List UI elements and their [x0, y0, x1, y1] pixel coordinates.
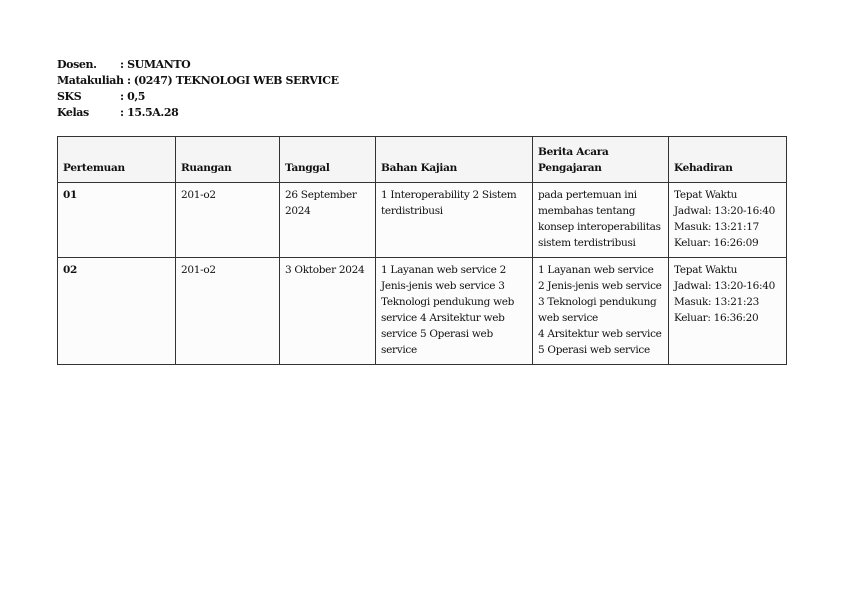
dosen-label: Dosen. [57, 58, 97, 71]
cell-bahan-kajian: 1 Interoperability 2 Sistem terdistribusi [376, 183, 533, 258]
cell-pertemuan: 01 [58, 183, 176, 258]
header-pertemuan: Pertemuan [58, 137, 176, 183]
cell-ruangan: 201-o2 [176, 183, 280, 258]
course-info [57, 57, 339, 121]
header-kehadiran: Kehadiran [669, 137, 787, 183]
cell-berita-acara: 1 Layanan web service 2 Jenis-jenis web service 3 Teknologi pendukung web service 4 Arsitektur web service 5 Operasi web service [533, 258, 669, 365]
cell-bahan-kajian: 1 Layanan web service 2 Jenis-jenis web service 3 Teknologi pendukung web service 4 Arsitektur web service 5 Operasi web service [376, 258, 533, 365]
matakuliah-row [57, 73, 339, 89]
kelas-row [57, 105, 339, 121]
cell-kehadiran: Tepat Waktu Jadwal: 13:20-16:40 Masuk: 13:21:23 Keluar: 16:36:20 [669, 258, 787, 365]
cell-pertemuan: 02 [58, 258, 176, 365]
cell-berita-acara: pada pertemuan ini membahas tentang konsep interoperabilitas sistem terdistribusi [533, 183, 669, 258]
header-berita-acara: Berita Acara Pengajaran [533, 137, 669, 183]
matakuliah-label: Matakuliah : [57, 74, 131, 87]
table-body [58, 183, 787, 365]
header-tanggal: Tanggal [280, 137, 376, 183]
kelas-label: Kelas [57, 106, 89, 119]
table-row [58, 258, 787, 365]
sks-label: SKS [57, 90, 82, 103]
sks-row [57, 89, 339, 105]
table-header [58, 137, 787, 183]
header-bahan-kajian: Bahan Kajian [376, 137, 533, 183]
attendance-table [57, 136, 787, 365]
cell-kehadiran: Tepat Waktu Jadwal: 13:20-16:40 Masuk: 13:21:17 Keluar: 16:26:09 [669, 183, 787, 258]
table-row [58, 183, 787, 258]
matakuliah-value: (0247) TEKNOLOGI WEB SERVICE [133, 74, 339, 87]
sks-value: : 0,5 [120, 90, 146, 103]
cell-tanggal: 3 Oktober 2024 [280, 258, 376, 365]
cell-ruangan: 201-o2 [176, 258, 280, 365]
dosen-row [57, 57, 339, 73]
cell-tanggal: 26 September 2024 [280, 183, 376, 258]
header-row [58, 137, 787, 183]
header-ruangan: Ruangan [176, 137, 280, 183]
kelas-value: : 15.5A.28 [120, 106, 179, 119]
dosen-value: : SUMANTO [120, 58, 191, 71]
